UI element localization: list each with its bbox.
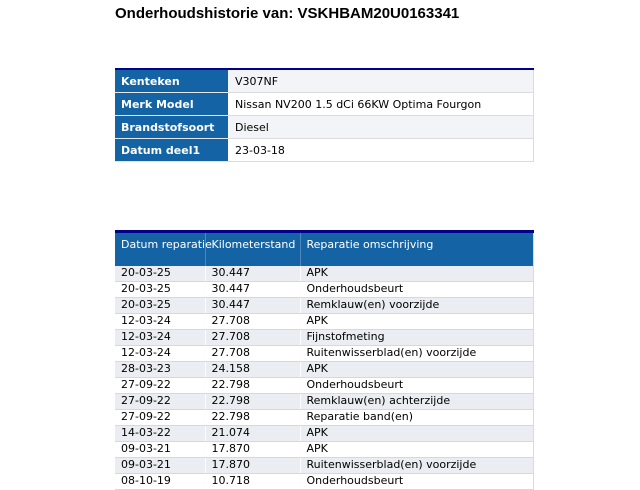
vehicle-info-row: [115, 116, 533, 139]
cell-odometer: 22.798: [205, 409, 300, 425]
vehicle-info-row: [115, 69, 533, 93]
maintenance-history-table: [115, 230, 534, 490]
cell-repair-date: 27-09-22: [115, 377, 205, 393]
history-header-row: [115, 232, 533, 266]
vehicle-info-label: Brandstofsoort: [115, 116, 228, 139]
history-table-row: [115, 425, 533, 441]
cell-repair-description: Ruitenwisserblad(en) voorzijde: [300, 457, 533, 473]
cell-repair-date: 20-03-25: [115, 281, 205, 297]
cell-repair-date: 09-03-21: [115, 457, 205, 473]
vehicle-info-value: Diesel: [228, 116, 533, 139]
history-table-row: [115, 345, 533, 361]
cell-repair-description: Ruitenwisserblad(en) voorzijde: [300, 345, 533, 361]
cell-repair-description: Remklauw(en) voorzijde: [300, 297, 533, 313]
cell-repair-description: APK: [300, 361, 533, 377]
history-table-row: [115, 393, 533, 409]
vehicle-info-row: [115, 93, 533, 116]
cell-repair-description: Remklauw(en) achterzijde: [300, 393, 533, 409]
cell-repair-date: 27-09-22: [115, 393, 205, 409]
history-table-row: [115, 361, 533, 377]
cell-repair-description: APK: [300, 266, 533, 282]
history-table-row: [115, 457, 533, 473]
history-table-row: [115, 473, 533, 489]
page-title: Onderhoudshistorie van: VSKHBAM20U0163341: [115, 5, 460, 22]
cell-repair-date: 09-03-21: [115, 441, 205, 457]
cell-odometer: 30.447: [205, 297, 300, 313]
vehicle-info-label: Kenteken: [115, 69, 228, 93]
history-table-row: [115, 281, 533, 297]
cell-odometer: 10.718: [205, 473, 300, 489]
cell-repair-date: 12-03-24: [115, 345, 205, 361]
column-header-description: Reparatie omschrijving: [300, 232, 533, 266]
history-table-row: [115, 409, 533, 425]
vehicle-info-label: Merk Model: [115, 93, 228, 116]
cell-repair-description: APK: [300, 441, 533, 457]
vehicle-info-value: V307NF: [228, 69, 533, 93]
cell-repair-description: Fijnstofmeting: [300, 329, 533, 345]
column-header-odometer: Kilometerstand: [205, 232, 300, 266]
cell-repair-date: 14-03-22: [115, 425, 205, 441]
cell-odometer: 27.708: [205, 329, 300, 345]
vehicle-info-row: [115, 139, 533, 162]
cell-repair-date: 20-03-25: [115, 266, 205, 282]
history-table-row: [115, 313, 533, 329]
column-header-date: Datum reparatie: [115, 232, 205, 266]
cell-repair-date: 08-10-19: [115, 473, 205, 489]
cell-odometer: 27.708: [205, 345, 300, 361]
cell-repair-description: Onderhoudsbeurt: [300, 473, 533, 489]
cell-odometer: 30.447: [205, 281, 300, 297]
vehicle-info-value: 23-03-18: [228, 139, 533, 162]
cell-odometer: 24.158: [205, 361, 300, 377]
history-table-row: [115, 297, 533, 313]
cell-repair-date: 27-09-22: [115, 409, 205, 425]
cell-odometer: 22.798: [205, 393, 300, 409]
cell-odometer: 17.870: [205, 441, 300, 457]
cell-odometer: 21.074: [205, 425, 300, 441]
history-table-row: [115, 266, 533, 282]
history-table-row: [115, 377, 533, 393]
history-table-row: [115, 329, 533, 345]
vehicle-info-table: [115, 68, 534, 162]
cell-repair-description: Onderhoudsbeurt: [300, 281, 533, 297]
cell-repair-date: 12-03-24: [115, 329, 205, 345]
cell-repair-description: Reparatie band(en): [300, 409, 533, 425]
history-table-body: [115, 266, 533, 490]
history-header: [115, 232, 533, 266]
cell-repair-date: 20-03-25: [115, 297, 205, 313]
cell-repair-description: APK: [300, 313, 533, 329]
cell-odometer: 22.798: [205, 377, 300, 393]
history-table-row: [115, 441, 533, 457]
cell-odometer: 30.447: [205, 266, 300, 282]
cell-repair-description: APK: [300, 425, 533, 441]
cell-odometer: 17.870: [205, 457, 300, 473]
vehicle-info-label: Datum deel1: [115, 139, 228, 162]
vehicle-info-value: Nissan NV200 1.5 dCi 66KW Optima Fourgon: [228, 93, 533, 116]
cell-repair-date: 28-03-23: [115, 361, 205, 377]
vehicle-info-body: [115, 69, 533, 162]
cell-repair-description: Onderhoudsbeurt: [300, 377, 533, 393]
cell-odometer: 27.708: [205, 313, 300, 329]
cell-repair-date: 12-03-24: [115, 313, 205, 329]
